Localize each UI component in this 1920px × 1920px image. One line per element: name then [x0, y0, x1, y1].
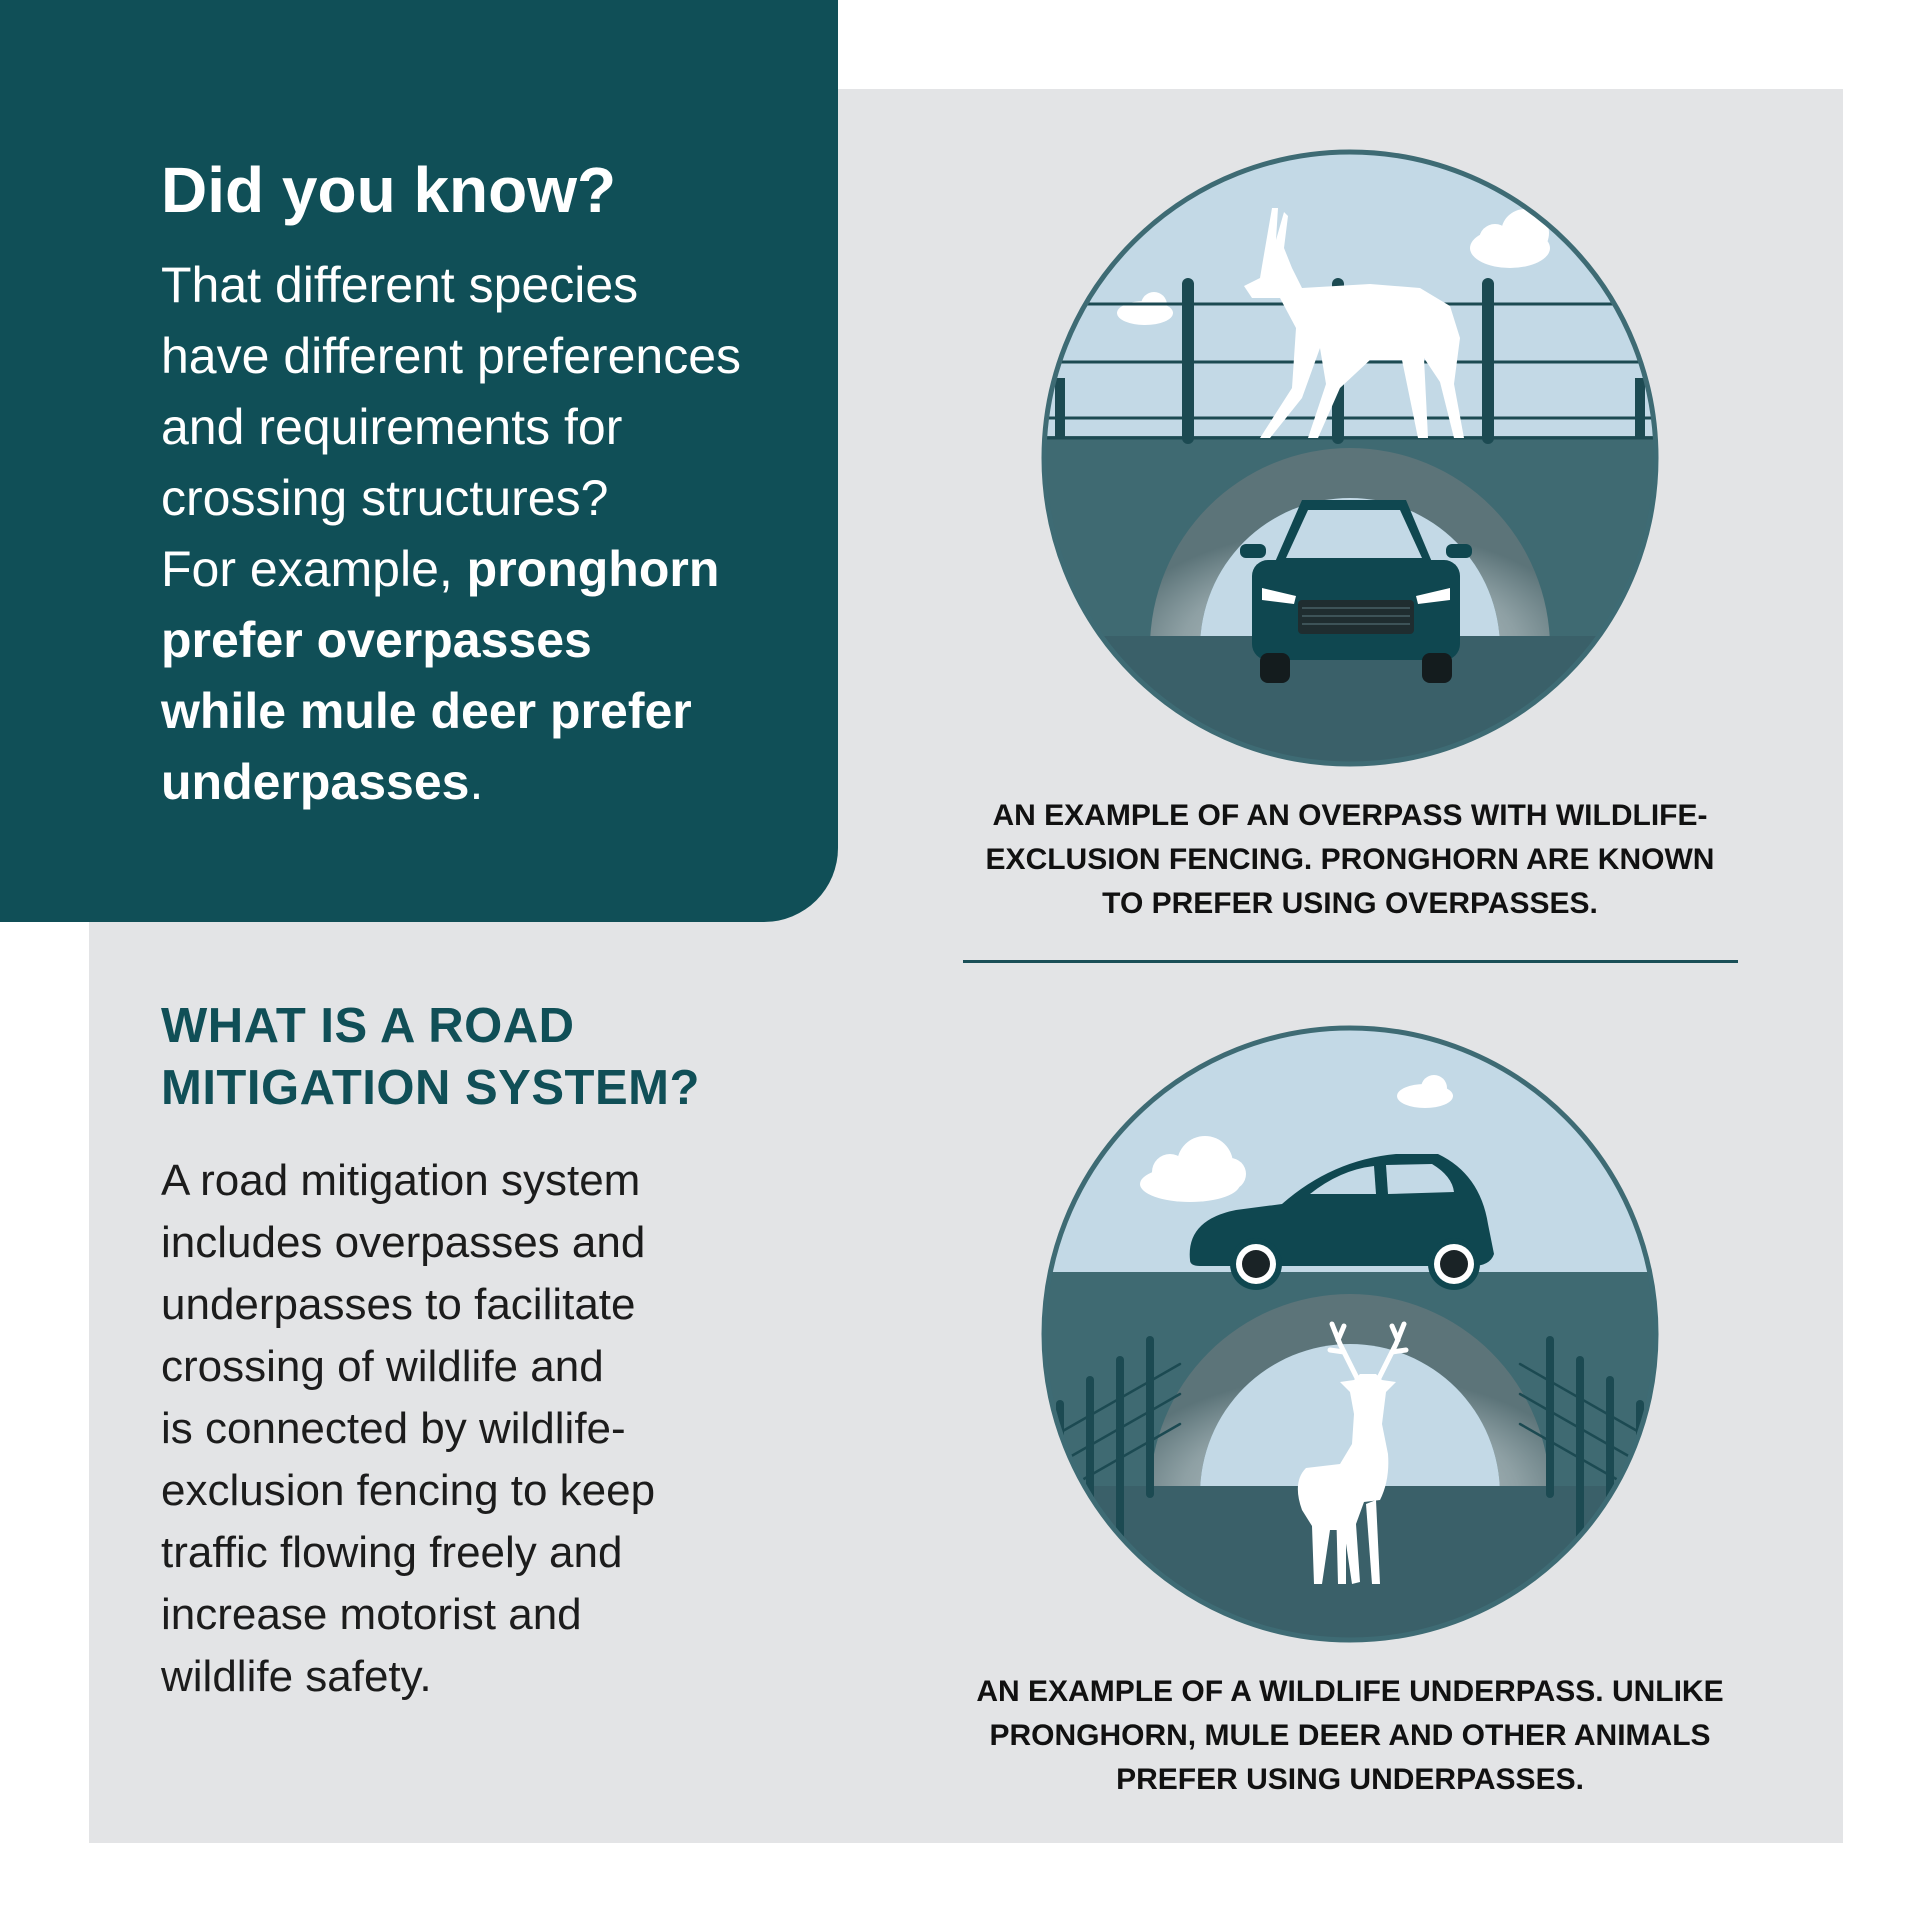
caption-line: AN EXAMPLE OF A WILDLIFE UNDERPASS. UNLIKE — [976, 1675, 1724, 1708]
caption-line: PRONGHORN, MULE DEER AND OTHER ANIMALS — [989, 1719, 1711, 1752]
body-line: includes overpasses and — [161, 1218, 646, 1267]
body-line: crossing of wildlife and — [161, 1342, 604, 1391]
dyk-example-bold: underpasses — [161, 754, 470, 810]
body-line: exclusion fencing to keep — [161, 1466, 656, 1515]
heading-line: MITIGATION SYSTEM? — [161, 1061, 700, 1115]
body-line: traffic flowing freely and — [161, 1528, 623, 1577]
heading-line: WHAT IS A ROAD — [161, 999, 575, 1053]
underpass-illustration — [1040, 1024, 1660, 1644]
section-divider — [963, 960, 1738, 963]
underpass-caption — [940, 1670, 1760, 1802]
dyk-line: That different species — [161, 257, 639, 313]
dyk-example-bold: pronghorn — [466, 541, 720, 597]
overpass-caption — [940, 794, 1760, 926]
caption-line: TO PREFER USING OVERPASSES. — [1102, 887, 1598, 920]
body-line: underpasses to facilitate — [161, 1280, 636, 1329]
road-mitigation-heading — [161, 995, 801, 1119]
dyk-line: have different preferences — [161, 328, 742, 384]
dyk-example-prefix: For example, — [161, 541, 467, 597]
body-line: wildlife safety. — [161, 1652, 432, 1701]
did-you-know-body — [161, 250, 801, 818]
dyk-example-bold: prefer overpasses — [161, 612, 592, 668]
body-line: A road mitigation system — [161, 1156, 641, 1205]
dyk-line: crossing structures? — [161, 470, 609, 526]
body-line: is connected by wildlife- — [161, 1404, 626, 1453]
body-line: increase motorist and — [161, 1590, 582, 1639]
caption-line: AN EXAMPLE OF AN OVERPASS WITH WILDLIFE- — [992, 799, 1708, 832]
road-mitigation-body — [161, 1150, 801, 1708]
dyk-example-bold: while mule deer prefer — [161, 683, 692, 739]
overpass-illustration — [1040, 148, 1660, 768]
dyk-line: and requirements for — [161, 399, 623, 455]
caption-line: EXCLUSION FENCING. PRONGHORN ARE KNOWN — [985, 843, 1715, 876]
did-you-know-title: Did you know? — [161, 154, 617, 226]
caption-line: PREFER USING UNDERPASSES. — [1116, 1763, 1584, 1796]
dyk-example-suffix: . — [469, 754, 484, 810]
